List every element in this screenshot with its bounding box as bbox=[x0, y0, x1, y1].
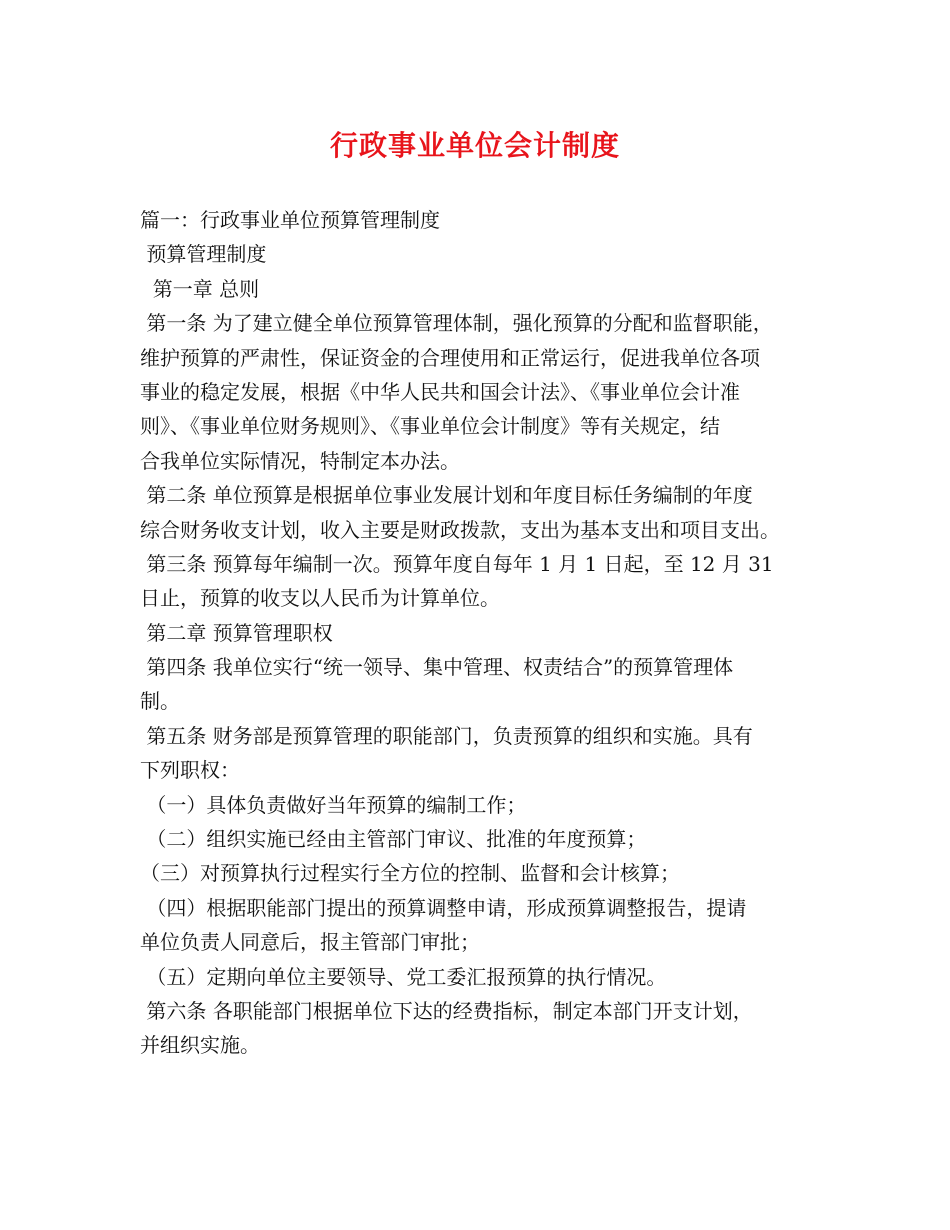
text-line: 第六条 各职能部门根据单位下达的经费指标，制定本部门开支计划， bbox=[140, 998, 753, 1023]
text-line: 则》、《事业单位财务规则》、《事业单位会计制度》等有关规定，结 bbox=[140, 414, 720, 439]
text-line: 篇一：行政事业单位预算管理制度 bbox=[140, 208, 440, 232]
text-line: （一）具体负责做好当年预算的编制工作； bbox=[140, 792, 527, 817]
text-line: 下列职权： bbox=[140, 758, 240, 783]
text-line: 并组织实施。 bbox=[140, 1033, 260, 1058]
text-line: 第五条 财务部是预算管理的职能部门，负责预算的组织和实施。具有 bbox=[140, 723, 753, 748]
text-line: （四）根据职能部门提出的预算调整申请，形成预算调整报告，提请 bbox=[140, 895, 747, 920]
document-body bbox=[140, 203, 840, 1063]
text-line: （二）组织实施已经由主管部门审议、批准的年度预算； bbox=[140, 827, 647, 852]
text-line: 合我单位实际情况，特制定本办法。 bbox=[140, 448, 460, 473]
text-line: 第四条 我单位实行“统一领导、集中管理、权责结合”的预算管理体 bbox=[140, 655, 734, 680]
text-line: 第一条 为了建立健全单位预算管理体制，强化预算的分配和监督职能， bbox=[140, 311, 773, 336]
text-line: 第二条 单位预算是根据单位事业发展计划和年度目标任务编制的年度 bbox=[140, 483, 753, 508]
text-line: 维护预算的严肃性，保证资金的合理使用和正常运行，促进我单位各项 bbox=[140, 345, 760, 370]
text-line: （五）定期向单位主要领导、党工委汇报预算的执行情况。 bbox=[140, 964, 667, 989]
document-title: 行政事业单位会计制度 bbox=[329, 129, 620, 162]
text-line: （三）对预算执行过程实行全方位的控制、监督和会计核算； bbox=[140, 861, 680, 886]
text-line: 制。 bbox=[140, 689, 180, 714]
text-line: 事业的稳定发展，根据《中华人民共和国会计法》、《事业单位会计准 bbox=[140, 379, 740, 404]
text-line: 第二章 预算管理职权 bbox=[140, 620, 333, 645]
text-line: 综合财务收支计划，收入主要是财政拨款，支出为基本支出和项目支出。 bbox=[140, 517, 780, 542]
text-line: 第三条 预算每年编制一次。预算年度自每年 1 月 1 日起，至 12 月 31 bbox=[140, 551, 774, 576]
text-line: 预算管理制度 bbox=[140, 242, 267, 267]
text-line: 日止，预算的收支以人民币为计算单位。 bbox=[140, 586, 500, 611]
text-line: 第一章 总则 bbox=[140, 276, 260, 301]
text-line: 单位负责人同意后，报主管部门审批； bbox=[140, 930, 480, 955]
